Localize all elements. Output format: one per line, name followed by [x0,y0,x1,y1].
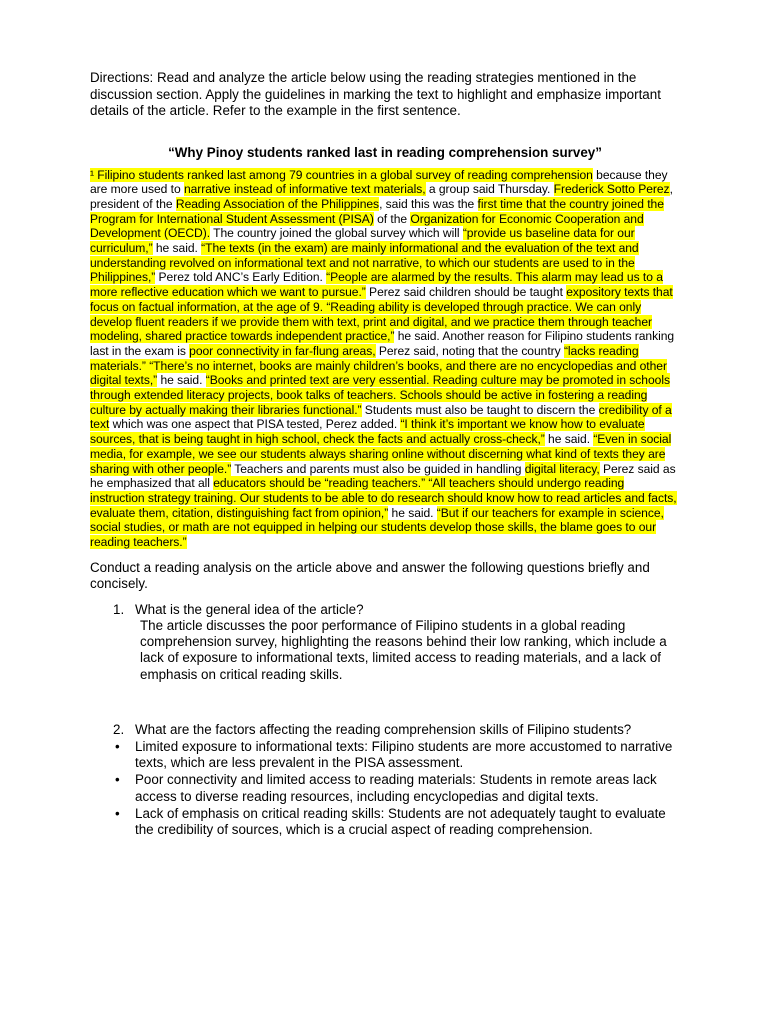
article-text: because they are more used to [90,167,668,197]
article-title: “Why Pinoy students ranked last in reading comprehension survey” [168,144,602,160]
directions-text: Directions: Read and analyze the article below using the reading strategies mentioned in the discussion section. Apply the guidelines in marking the text to highlight and emphasize important details of the article. Refer to the example in the first sentence. [90,70,661,118]
list-item [90,772,680,804]
document-page [90,70,680,839]
article-text: , said this was the [379,196,478,211]
highlighted-text: digital literacy, [524,461,600,476]
article-text: Teachers and parents must also be guided in handling [231,461,525,476]
question-number: 2. [113,721,125,737]
article-text: The country joined the global survey which will [210,226,463,241]
article-text: Perez said, noting that the country [375,343,564,358]
highlighted-text: “Even in social media, for example, we see our students always sharing online without discerning what kind of texts they are sharing with other people.” [90,432,672,476]
article-text: a group said Thursday. [425,182,554,197]
highlighted-text: ¹ Filipino students ranked last among 79 countries in a global survey of reading comprehension [90,167,593,182]
article-text: he said. [544,432,594,447]
article-text: he said. [157,373,206,388]
highlighted-text: “I think it’s important we know how to evaluate sources, that is being taught in high school, check the facts and actually cross-check,” [90,417,645,447]
article-text: he said. Another reason for Filipino students ranking last in the exam is [90,329,675,358]
question-2 [90,722,680,738]
article-text: which was one aspect that PISA tested, Perez added. [109,417,401,432]
factor-bullet-list [90,739,680,838]
article-text: Perez told ANC’s Early Edition. [155,270,327,285]
answer-text: The article discusses the poor performance of Filipino students in a global reading comprehension survey, highlighting the reasons behind their low ranking, which include a lack of exposure to informational texts, limited access to reading materials, and a lack of emphasis on critical reading skills. [140,617,667,682]
bullet-text: Poor connectivity and limited access to reading materials: Students in remote areas lack access to diverse reading resources, including encyclopedias and digital texts. [135,772,657,804]
article-text: he said. [388,505,437,520]
question-1 [90,602,680,683]
article-text: of the [373,211,411,226]
highlighted-text: “People are alarmed by the results. This alarm may lead us to a more reflective education which we want to pursue.” [90,270,663,300]
highlighted-text: poor connectivity in far-flung areas, [189,343,376,358]
question-text: What is the general idea of the article? [135,601,364,617]
highlighted-text: “provide us baseline data for our curriculum,” [90,226,635,256]
analysis-prompt: Conduct a reading analysis on the article above and answer the following questions briefly and concisely. [90,559,650,592]
highlighted-text: “Books and printed text are very essential. Reading culture may be promoted in schools through extended literacy projects, book talks of teachers. Schools should be active in fostering a reading culture by actually making their libraries functional.” [90,373,670,417]
highlighted-text: narrative instead of informative text materials, [183,182,426,197]
highlighted-text: “The texts (in the exam) are mainly informational and the evaluation of the text and understanding revolved on informational text and not narrative, to which our students are used to in the Philippines,” [90,241,639,285]
question-list [90,602,680,738]
article-text: Students must also be taught to discern the [361,402,599,417]
list-item [90,806,680,838]
highlighted-text: educators should be “reading teachers.” “All teachers should undergo reading instruction strategy training. Our students to be able to do research should know how to read articles and facts, evaluate them, citation, distinguishing fact from opinion,” [90,476,677,520]
highlighted-text: first time that the country joined the Program for International Student Assessment (PISA) [90,196,664,226]
highlighted-text: Frederick Sotto Perez [553,182,670,197]
highlighted-text: Reading Association of the Philippines [175,196,380,211]
highlighted-text: credibility of a text [90,402,672,432]
highlighted-text: Organization for Economic Cooperation and Development (OECD). [90,211,644,241]
article-text: he said. [152,241,202,256]
bullet-text: Limited exposure to informational texts: Filipino students are more accustomed to narrative texts, which are less prevalent in the PISA assessment. [135,739,673,771]
question-number: 1. [113,601,125,617]
bullet-icon: • [115,805,120,821]
article-text: , president of the [90,182,673,211]
highlighted-text: expository texts that focus on factual information, at the age of 9. “Reading ability is developed through practice. We can only develop fluent readers if we provide them with text, print and digital, and we practice them through teacher modeling, shared practice towards independent practice,” [90,285,673,344]
bullet-icon: • [115,772,120,788]
highlighted-text: “lacks reading materials.” “There’s no internet, books are mainly children’s books, and there are no encyclopedias and other digital texts,” [90,343,667,388]
article-text: Perez said children should be taught [365,285,567,300]
bullet-icon: • [115,739,120,754]
list-item [90,739,680,771]
article-body [90,168,680,550]
highlighted-text: “But if our teachers for example in science, social studies, or math are not equipped in helping our students develop those skills, the blame goes to our reading teachers.” [90,505,664,550]
question-text: What are the factors affecting the reading comprehension skills of Filipino students? [135,721,632,737]
article-text: Perez said as he emphasized that all [90,461,676,491]
bullet-text: Lack of emphasis on critical reading skills: Students are not adequately taught to evaluate the credibility of sources, which is a crucial aspect of reading comprehension. [135,805,666,838]
